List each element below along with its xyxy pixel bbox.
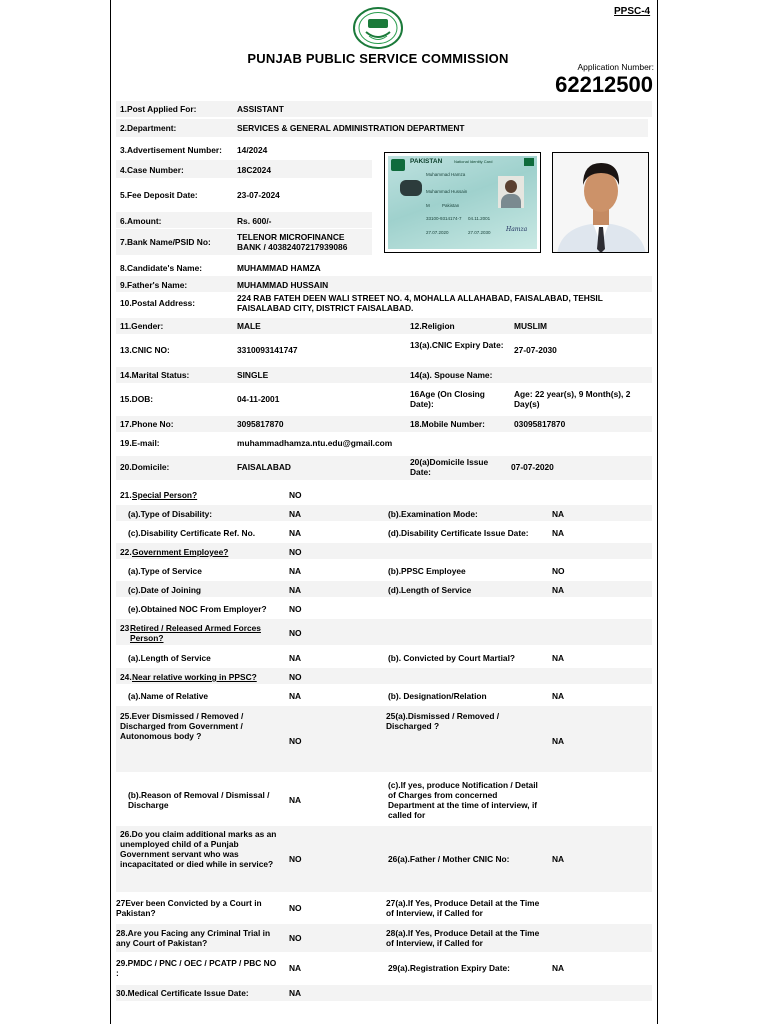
cnic-father-name: Muhammad Hussain: [426, 189, 468, 194]
dob-label: 15.DOB:: [120, 394, 154, 404]
q21b-label: (b).Examination Mode:: [388, 509, 478, 519]
flag-icon: [524, 158, 534, 166]
q23-label: Retired / Released Armed Forces Person?: [130, 623, 261, 643]
postal-address-label: 10.Postal Address:: [120, 298, 196, 308]
q29a-label: 29(a).Registration Expiry Date:: [388, 963, 510, 973]
q25b-label: (b).Reason of Removal / Dismissal / Discharge: [128, 790, 270, 810]
cnic-country-of-stay: Pakistan: [442, 203, 460, 208]
amount-value: Rs. 600/-: [237, 216, 272, 226]
religion-label: 12.Religion: [410, 321, 455, 331]
department-value: SERVICES & GENERAL ADMINISTRATION DEPARTMENT: [237, 123, 465, 133]
commission-name: PUNJAB PUBLIC SERVICE COMMISSION: [247, 51, 509, 66]
mobile-label: 18.Mobile Number:: [410, 419, 485, 429]
q24b-value: NA: [552, 691, 565, 701]
q22b-label: (b).PPSC Employee: [388, 566, 466, 576]
fee-date-label: 5.Fee Deposit Date:: [120, 190, 198, 200]
q24-number: 24.: [120, 672, 132, 682]
postal-address-value: 224 RAB FATEH DEEN WALI STREET NO. 4, MOHALLA ALLAHABAD, FAISALABAD, TEHSIL FAISALABAD CITY, DISTRICT FAISALABAD.: [237, 293, 603, 313]
q24a-label: (a).Name of Relative: [128, 691, 209, 701]
q24a-value: NA: [289, 691, 302, 701]
row-bg: [116, 416, 652, 432]
hologram-icon: [400, 180, 422, 196]
cnic-name: Muhammad Hamza: [426, 172, 466, 177]
cnic-card-title: National Identity Card: [454, 159, 493, 164]
candidate-name-value: MUHAMMAD HAMZA: [237, 263, 321, 273]
q22c-label: (c).Date of Joining: [128, 585, 202, 595]
gender-value: MALE: [237, 321, 261, 331]
cnic-portrait: [498, 176, 524, 208]
case-number-label: 4.Case Number:: [120, 165, 184, 175]
q25b-value: NA: [289, 795, 302, 805]
gender-label: 11.Gender:: [120, 321, 164, 331]
q21a-value: NA: [289, 509, 302, 519]
domicile-issue-label: 20(a)Domicile Issue Date:: [410, 457, 489, 477]
q27-value: NO: [289, 903, 302, 913]
q23a-label: (a).Length of Service: [128, 653, 211, 663]
cnic-value: 3310093141747: [237, 345, 298, 355]
row-bg: [116, 276, 652, 292]
marital-status-value: SINGLE: [237, 370, 269, 380]
email-value: muhammadhamza.ntu.edu@gmail.com: [237, 438, 393, 448]
q25a-value: NA: [552, 736, 565, 746]
q29a-value: NA: [552, 963, 565, 973]
q25-label: 25.Ever Dismissed / Removed / Discharged from Government / Autonomous body ?: [120, 711, 244, 741]
q28-value: NO: [289, 933, 302, 943]
advertisement-value: 14/2024: [237, 145, 268, 155]
cnic-expiry-label: 13(a).CNIC Expiry Date:: [410, 340, 504, 350]
fee-date-value: 23-07-2024: [237, 190, 280, 200]
form-code: PPSC-4: [614, 6, 651, 17]
q21b-value: NA: [552, 509, 565, 519]
q26-value: NO: [289, 854, 302, 864]
q22-number: 22.: [120, 547, 132, 557]
phone-value: 3095817870: [237, 419, 284, 429]
advertisement-label: 3.Advertisement Number:: [120, 145, 222, 155]
cnic-expiry-date: 27.07.2030: [468, 230, 491, 235]
q25c-label: (c).If yes, produce Notification / Detail of Charges from concerned Department at the time of interview, if called for: [388, 780, 538, 820]
q22-label: Government Employee?: [132, 547, 229, 557]
father-name-label: 9.Father's Name:: [120, 280, 188, 290]
cnic-gender: M: [426, 203, 430, 208]
email-label: 19.E-mail:: [120, 438, 160, 448]
candidate-portrait: [553, 153, 649, 253]
q24-value: NO: [289, 672, 302, 682]
case-number-value: 18C2024: [237, 165, 271, 175]
candidate-name-label: 8.Candidate's Name:: [120, 263, 203, 273]
q22-value: NO: [289, 547, 302, 557]
cnic-card-photo: [384, 152, 541, 253]
q21-number: 21.: [120, 490, 132, 500]
q22b-value: NO: [552, 566, 565, 576]
q29-value: NA: [289, 963, 302, 973]
q29-label: 29.PMDC / PNC / OEC / PCATP / PBC NO :: [116, 958, 277, 978]
spouse-name-label: 14(a). Spouse Name:: [410, 370, 493, 380]
q22d-label: (d).Length of Service: [388, 585, 472, 595]
domicile-label: 20.Domicile:: [120, 462, 170, 472]
ppsc-logo-icon: [352, 6, 404, 50]
domicile-issue-value: 07-07-2020: [511, 462, 554, 472]
age-value: Age: 22 year(s), 9 Month(s), 2 Day(s): [514, 389, 631, 409]
phone-label: 17.Phone No:: [120, 419, 174, 429]
bank-value: TELENOR MICROFINANCE BANK / 40382407217939086: [237, 232, 348, 252]
cnic-issue-date: 27.07.2020: [426, 230, 449, 235]
pakistan-emblem-icon: [391, 159, 405, 171]
application-number: 62212500: [555, 72, 653, 97]
q26a-value: NA: [552, 854, 565, 864]
q23a-value: NA: [289, 653, 302, 663]
mobile-value: 03095817870: [514, 419, 566, 429]
marital-status-label: 14.Marital Status:: [120, 370, 190, 380]
q23b-label: (b). Convicted by Court Martial?: [388, 653, 516, 663]
bank-label: 7.Bank Name/PSID No:: [120, 237, 211, 247]
q21-label: Special Person?: [132, 490, 198, 500]
q23-number: 23: [120, 623, 130, 633]
q21d-label: (d).Disability Certificate Issue Date:: [388, 528, 529, 538]
q30-value: NA: [289, 988, 302, 998]
post-value: ASSISTANT: [237, 104, 284, 114]
department-label: 2.Department:: [120, 123, 177, 133]
q21a-label: (a).Type of Disability:: [128, 509, 213, 519]
q23b-value: NA: [552, 653, 565, 663]
cnic-signature: Hamza: [506, 226, 528, 233]
q22c-value: NA: [289, 585, 302, 595]
q27-label: 27Ever been Convicted by a Court in Pakistan?: [116, 898, 262, 918]
cnic-expiry-value: 27-07-2030: [514, 345, 557, 355]
age-label: 16Age (On Closing Date):: [410, 389, 485, 409]
q23-value: NO: [289, 628, 302, 638]
q22d-value: NA: [552, 585, 565, 595]
application-number-label: Application Number:: [577, 62, 654, 72]
cnic-dob: 04.11.2001: [468, 216, 491, 221]
candidate-photo: [552, 152, 649, 253]
q22a-value: NA: [289, 566, 302, 576]
q30-label: 30.Medical Certificate Issue Date:: [116, 988, 249, 998]
row-bg: [116, 318, 652, 334]
q21c-label: (c).Disability Certificate Ref. No.: [128, 528, 256, 538]
q28a-label: 28(a).If Yes, Produce Detail at the Time of Interview, if Called for: [386, 928, 540, 948]
q28-label: 28.Are you Facing any Criminal Trial in any Court of Pakistan?: [116, 928, 271, 948]
q25-value: NO: [289, 736, 302, 746]
amount-label: 6.Amount:: [120, 216, 162, 226]
post-label: 1.Post Applied For:: [120, 104, 197, 114]
cnic-label: 13.CNIC NO:: [120, 345, 170, 355]
q21-value: NO: [289, 490, 302, 500]
q24b-label: (b). Designation/Relation: [388, 691, 487, 701]
q22e-value: NO: [289, 604, 302, 614]
q25a-label: 25(a).Dismissed / Removed / Discharged ?: [386, 711, 500, 731]
q26-label: 26.Do you claim additional marks as an unemployed child of a Punjab Government servant who was incapacitated or died while in service?: [120, 829, 277, 869]
q22a-label: (a).Type of Service: [128, 566, 202, 576]
row-bg: [116, 367, 652, 383]
cnic-identity-number: 33100-9314174-7: [426, 216, 462, 221]
religion-value: MUSLIM: [514, 321, 548, 331]
row-bg: [116, 456, 652, 480]
q21d-value: NA: [552, 528, 565, 538]
q22e-label: (e).Obtained NOC From Employer?: [128, 604, 267, 614]
q27a-label: 27(a).If Yes, Produce Detail at the Time of Interview, if Called for: [386, 898, 540, 918]
cnic-country: PAKISTAN: [410, 158, 443, 165]
dob-value: 04-11-2001: [237, 394, 280, 404]
father-name-value: MUHAMMAD HUSSAIN: [237, 280, 329, 290]
q24-label: Near relative working in PPSC?: [132, 672, 257, 682]
q26a-label: 26(a).Father / Mother CNIC No:: [388, 854, 510, 864]
domicile-value: FAISALABAD: [237, 462, 291, 472]
cnic-card: [388, 156, 537, 249]
q21c-value: NA: [289, 528, 302, 538]
